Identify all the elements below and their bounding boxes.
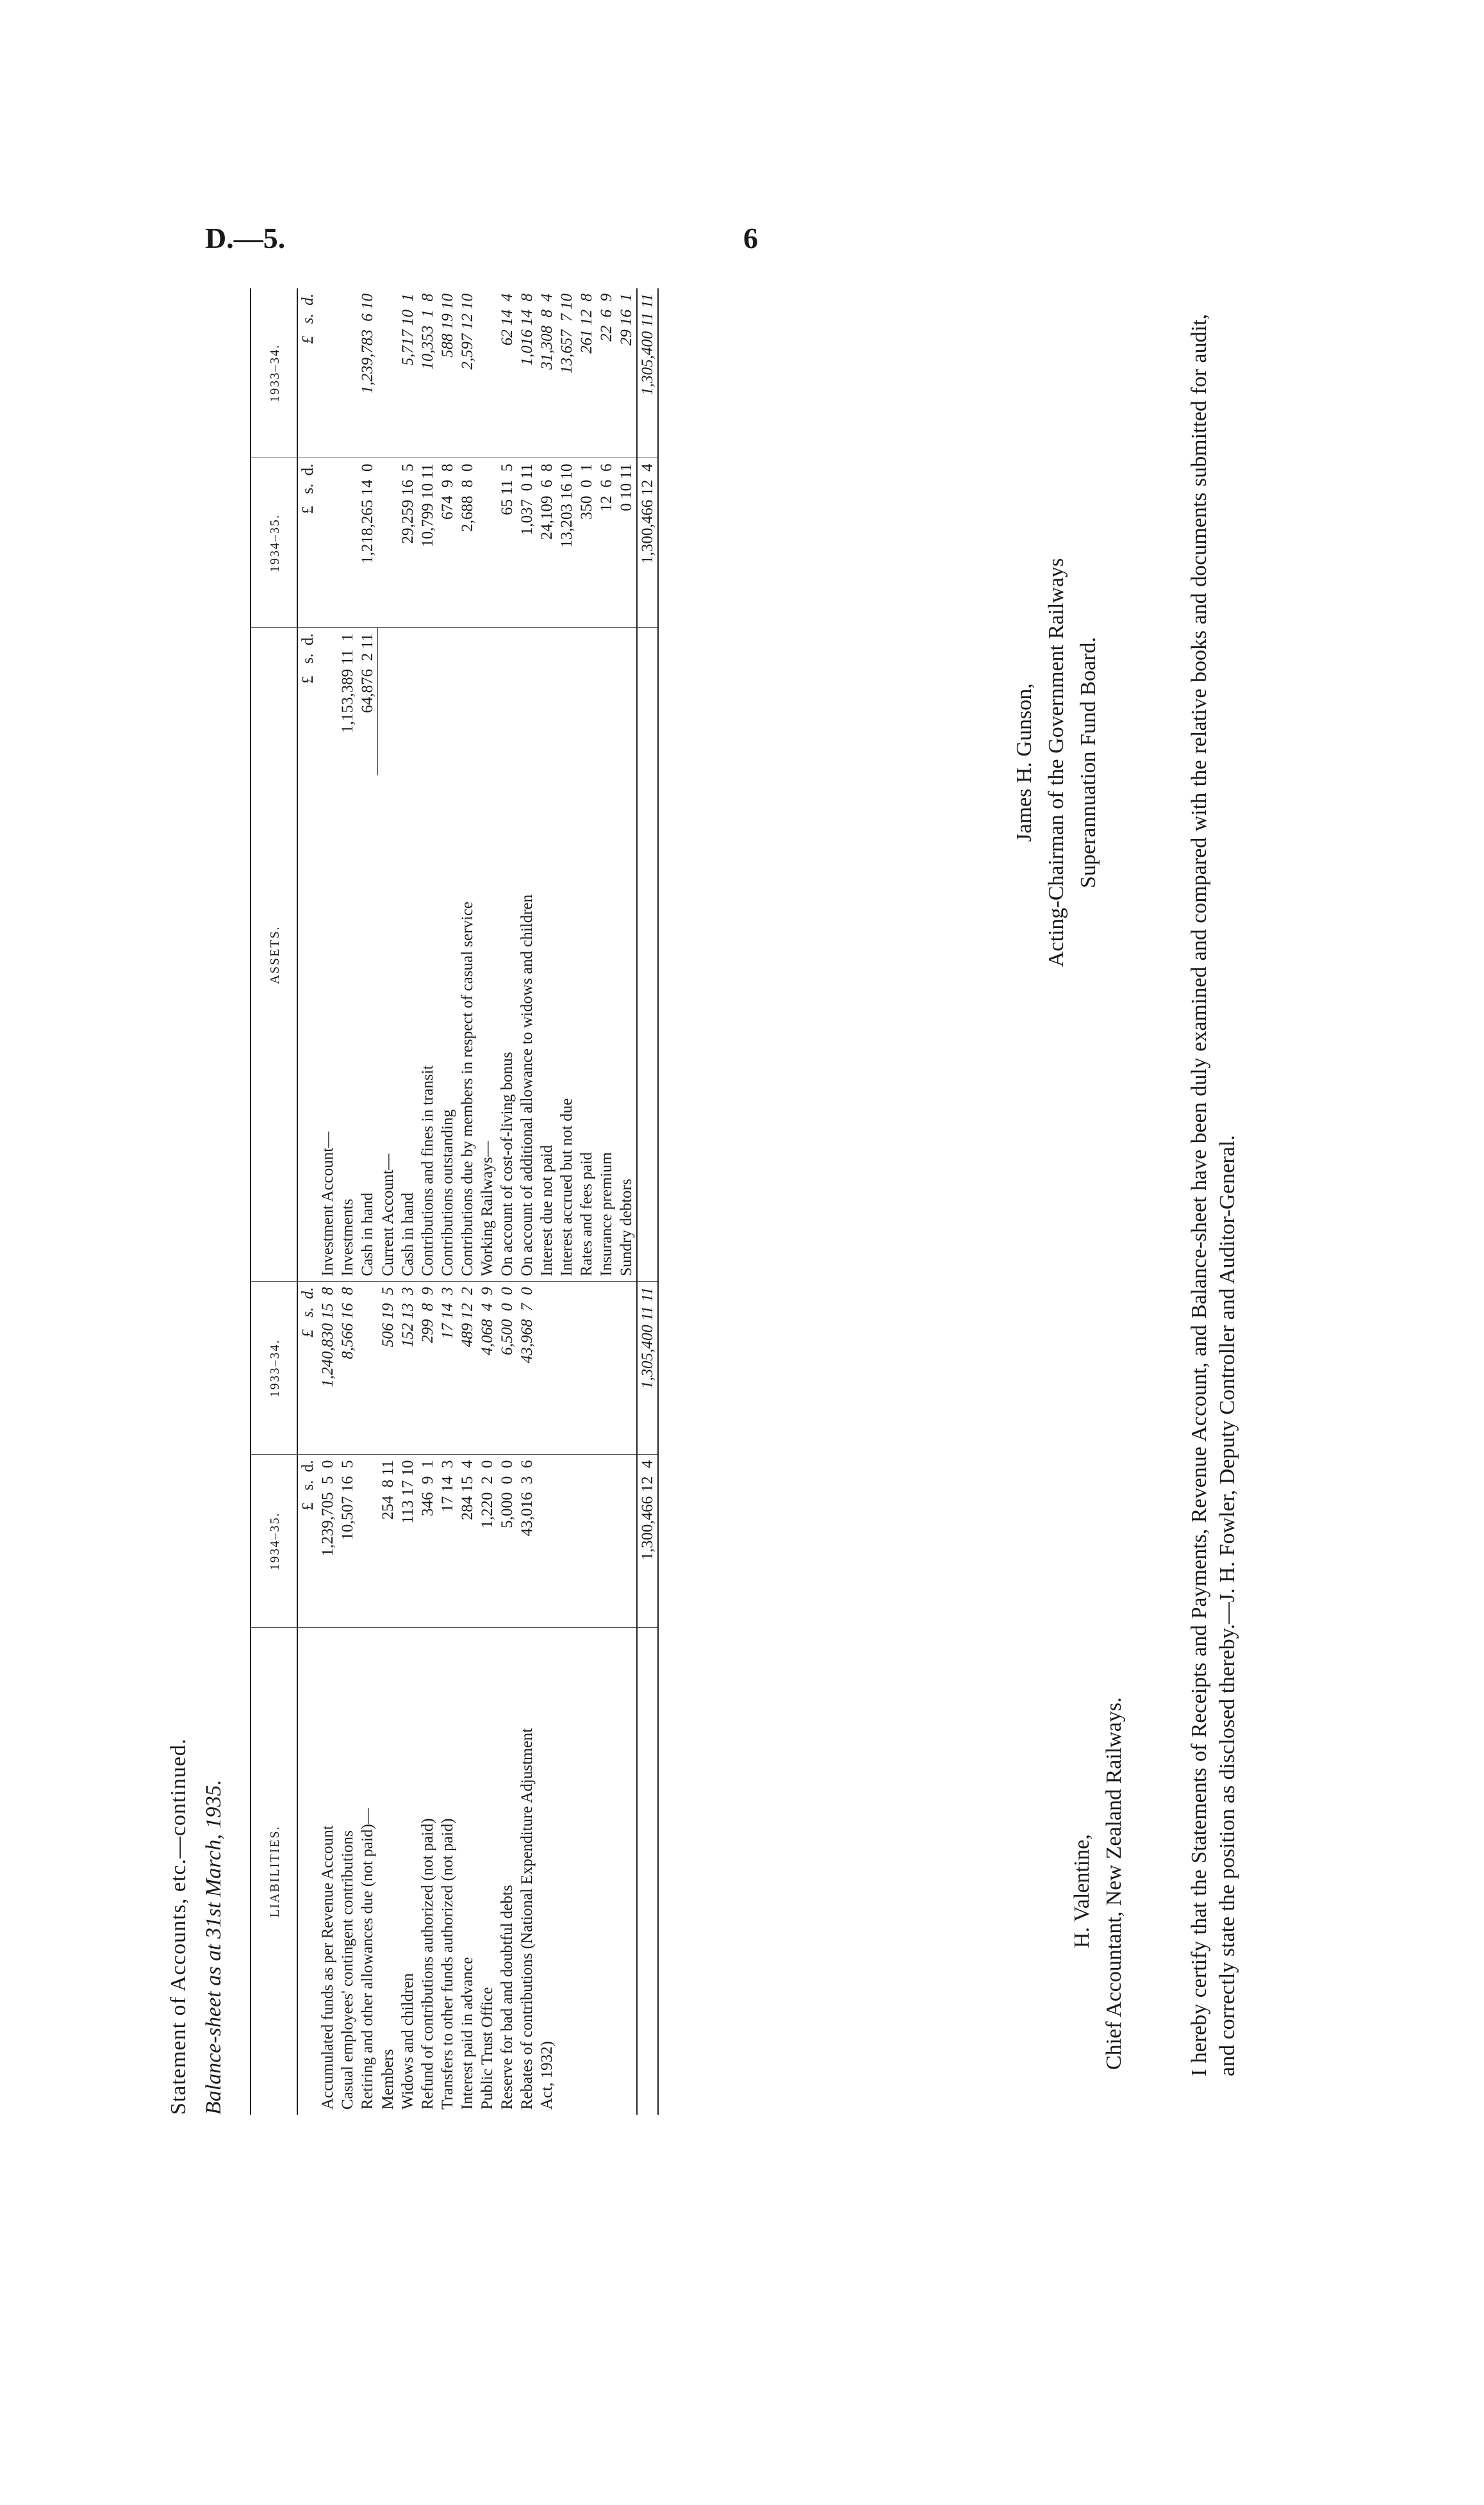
liability-label: Widows and children [399,1973,416,2110]
asset-inner-value [378,628,398,775]
liability-1934-value [616,1282,637,1455]
liability-1935-value: 1,239,705 5 0 [318,1455,338,1628]
asset-1934-value: 588 19 10 [438,288,458,458]
liability-label: Accumulated funds as per Revenue Account [319,1825,336,2110]
asset-1934-value: 10,353 1 8 [418,288,438,458]
asset-label: Current Account— [378,775,398,1282]
asset-1935-value: 0 10 11 [616,458,637,628]
asset-label: Rates and fees paid [577,775,597,1282]
asset-1934-value: 261 12 8 [577,288,597,458]
table-row [497,288,517,2115]
asset-1934-value [477,288,497,458]
asset-1935-value: 29,259 16 5 [398,458,418,628]
units-row [297,288,318,2115]
asset-1935-units: £ s. d. [297,458,318,628]
liability-1935-value: 5,000 0 0 [497,1455,517,1628]
asset-1934-units: £ s. d. [297,288,318,458]
asset-1934-value: 29 16 1 [616,288,637,458]
asset-1934-value: 5,717 10 1 [398,288,418,458]
asset-inner-value [616,628,637,775]
table-row [378,288,398,2115]
liability-1934-value: 489 12 2 [458,1282,477,1455]
liability-1934-value: 152 13 3 [398,1282,418,1455]
liability-1935-value [597,1455,616,1628]
liab-1934-units: £ s. d. [297,1282,318,1455]
liability-1934-value: 43,968 7 0 [517,1282,537,1455]
asset-label: On account of cost-of-living bonus [497,775,517,1282]
liability-label: Transfers to other funds authorized (not paid) [438,1818,456,2110]
totals-spacer [637,1628,658,2115]
asset-1934-value: 62 14 4 [497,288,517,458]
asset-1935-header: 1934–35. [251,458,297,628]
liability-1934-value: 506 19 5 [378,1282,398,1455]
liability-1934-value: 6,500 0 0 [497,1282,517,1455]
audit-certificate: I hereby certify that the Statements of Receipts and Payments, Revenue Account, and Balance-sheet have been duly examined and compared with the relative books and documents submitted for audit, and correctly state the position as disclosed thereby.—J. H. Fowler, Deputy Controller and Auditor-General. [1187,314,1239,2076]
liability-1935-value [358,1455,378,1628]
asset-inner-value [577,628,597,775]
asset-inner-value: 1,153,389 11 1 [339,633,356,733]
liab-1935-units: £ s. d. [297,1455,318,1628]
balance-sheet-table [250,288,659,2115]
asset-1934-value: 1,016 14 8 [517,288,537,458]
asset-1934-value [338,288,358,458]
asset-1935-value: 674 9 8 [438,458,458,628]
liability-1934-value: 8,566 16 8 [338,1282,358,1455]
liability-1934-value [358,1282,378,1455]
table-row [557,288,577,2115]
asset-1935-value: 24,109 6 8 [537,458,557,628]
table-row [438,288,458,2115]
assets-units-spacer [297,775,318,1282]
asset-inner-value [597,628,616,775]
asset-1935-value [378,458,398,628]
asset-1935-value: 1,037 0 11 [517,458,537,628]
asset-label: Contributions outstanding [438,775,458,1282]
document-code: D.—5. [205,222,286,254]
asset-label: Cash in hand [358,775,378,1282]
asset-inner-value [418,628,438,775]
table-row [577,288,597,2115]
asset-label: Contributions and fines in transit [418,775,438,1282]
liability-1934-value: 17 14 3 [438,1282,458,1455]
table-row [358,288,378,2115]
liability-1934-value [557,1282,577,1455]
liability-label: Members [379,2049,397,2110]
asset-inner-value [318,628,338,775]
asset-inner-value [398,628,418,775]
liability-label: Public Trust Office [478,1987,496,2110]
liability-label: Reserve for bad and doubtful debts [498,1885,516,2110]
table-row [338,288,358,2115]
table-row [318,288,338,2115]
assets-total-spacer [637,775,658,1282]
liability-label: Refund of contributions authorized (not paid) [418,1818,436,2110]
liability-label [557,1628,577,2115]
liability-1935-value: 10,507 16 5 [338,1455,358,1628]
asset-1935-value: 65 11 5 [497,458,517,628]
statement-title: Statement of Accounts, etc.—continued. [167,1738,190,2115]
liability-1934-value [577,1282,597,1455]
asset-label: Interest due not paid [537,775,557,1282]
asset-1935-value: 13,203 16 10 [557,458,577,628]
asset-1934-value: 1,239,783 6 10 [358,288,378,458]
asset-1935-value: 1,218,265 14 0 [358,458,378,628]
liability-label: Retiring and other allowances due (not paid)— [359,1808,376,2110]
table-row [597,288,616,2115]
asset-inner-units: £ s. d. [299,633,317,684]
liability-label [616,1628,637,2115]
signature-gunson-title-2: Superannuation Fund Board. [1076,637,1100,888]
liability-1934-value: 1,240,830 15 8 [318,1282,338,1455]
liability-1935-value: 254 8 11 [378,1455,398,1628]
table-row [398,288,418,2115]
asset-label: Cash in hand [398,775,418,1282]
asset-inner-value [458,628,477,775]
asset-label: Investments [338,775,358,1282]
table-row [616,288,637,2115]
asset-1934-value: 2,597 12 10 [458,288,477,458]
asset-1934-header: 1933–34. [251,288,297,458]
rotated-balance-sheet [160,288,1301,2115]
asset-1934-value: 22 6 9 [597,288,616,458]
liability-1935-value [557,1455,577,1628]
asset-label: Sundry debtors [616,775,637,1282]
asset-label: Working Railways— [477,775,497,1282]
asset-label: Investment Account— [318,775,338,1282]
liability-label: Interest paid in advance [458,1956,476,2110]
asset-label: Insurance premium [597,775,616,1282]
liability-1935-value: 284 15 4 [458,1455,477,1628]
table-row [517,288,537,2115]
liabilities-header: LIABILITIES. [251,1628,297,2115]
liability-label: Rebates of contributions (National Expenditure Adjustment [518,1728,536,2110]
liability-1935-value: 17 14 3 [438,1455,458,1628]
asset-1935-value [338,458,358,628]
liability-label [597,1628,616,2115]
liab-1934-header: 1933–34. [251,1282,297,1455]
liability-1934-total: 1,305,400 11 11 [637,1282,658,1455]
asset-inner-value [438,628,458,775]
asset-1934-value: 31,308 8 4 [537,288,557,458]
balance-sheet-subtitle: Balance-sheet as at 31st March, 1935. [202,1780,226,2115]
signature-valentine-name: H. Valentine, [1070,1834,1094,1948]
signature-gunson-name: James H. Gunson, [1012,683,1036,842]
totals-row [637,288,658,2115]
asset-1935-value [477,458,497,628]
liability-label: Act, 1932) [538,2041,556,2110]
liability-1935-value [537,1455,557,1628]
liability-1935-value: 1,220 2 0 [477,1455,497,1628]
liability-1935-value [577,1455,597,1628]
asset-1935-value: 12 6 6 [597,458,616,628]
asset-inner-value: 64,876 2 11 [358,628,378,775]
liability-label [577,1628,597,2115]
table-row [418,288,438,2115]
asset-inner-value [517,628,537,775]
liab-1935-header: 1934–35. [251,1455,297,1628]
asset-1935-value: 2,688 8 0 [458,458,477,628]
asset-inner-value [497,628,517,775]
asset-1935-value [318,458,338,628]
page-number: 6 [743,222,758,254]
asset-label: On account of additional allowance to widows and children [517,775,537,1282]
liability-1935-total: 1,300,466 12 4 [637,1455,658,1628]
liability-1935-value: 43,016 3 6 [517,1455,537,1628]
signature-valentine-title: Chief Accountant, New Zealand Railways. [1102,1697,1126,2070]
asset-1934-value [318,288,338,458]
liability-1934-value: 4,068 4 9 [477,1282,497,1455]
liability-1934-value: 299 8 9 [418,1282,438,1455]
asset-1934-value [378,288,398,458]
table-row [458,288,477,2115]
asset-1935-value: 10,799 10 11 [418,458,438,628]
units-spacer [297,1628,318,2115]
table-row [477,288,497,2115]
liability-1935-value [616,1455,637,1628]
asset-inner-value [557,628,577,775]
asset-1934-total: 1,305,400 11 11 [637,288,658,458]
asset-inner-value [477,628,497,775]
asset-1934-value: 13,657 7 10 [557,288,577,458]
asset-1935-total: 1,300,466 12 4 [637,458,658,628]
liability-1935-value: 346 9 1 [418,1455,438,1628]
liability-1935-value: 113 17 10 [398,1455,418,1628]
liability-1934-value [537,1282,557,1455]
asset-1935-value: 350 0 1 [577,458,597,628]
asset-label: Interest accrued but not due [557,775,577,1282]
liability-label: Casual employees' contingent contributions [339,1830,356,2110]
assets-inner-total-spacer [637,628,658,775]
table-row [537,288,557,2115]
asset-label: Contributions due by members in respect of casual service [458,775,477,1282]
asset-inner-value [537,628,557,775]
signature-gunson-title: Acting-Chairman of the Government Railways [1044,558,1068,968]
assets-header: ASSETS. [251,628,297,1282]
liability-1934-value [597,1282,616,1455]
